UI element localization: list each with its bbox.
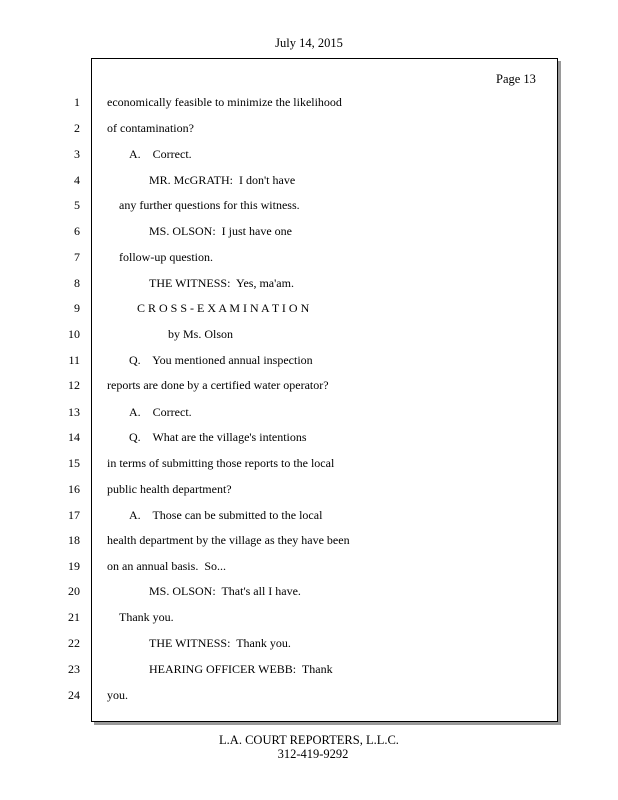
line-number: 7 <box>74 250 80 264</box>
footer-company: L.A. COURT REPORTERS, L.L.C. <box>219 733 399 747</box>
line-text: MS. OLSON: I just have one <box>149 224 292 238</box>
line-number: 13 <box>68 405 80 419</box>
line-text: economically feasible to minimize the likelihood <box>107 95 342 109</box>
line-number: 14 <box>68 430 80 444</box>
line-number: 15 <box>68 456 80 470</box>
line-text: reports are done by a certified water operator? <box>107 378 329 392</box>
line-number: 2 <box>74 121 80 135</box>
line-number: 16 <box>68 482 80 496</box>
line-number: 10 <box>68 327 80 341</box>
line-number: 21 <box>68 610 80 624</box>
line-number: 19 <box>68 559 80 573</box>
line-number: 18 <box>68 533 80 547</box>
line-text: public health department? <box>107 482 232 496</box>
page-number: Page 13 <box>496 72 536 86</box>
line-text: THE WITNESS: Yes, ma'am. <box>149 276 294 290</box>
header-date: July 14, 2015 <box>275 36 343 50</box>
line-text: by Ms. Olson <box>168 327 234 341</box>
line-text: THE WITNESS: Thank you. <box>149 636 291 650</box>
line-number: 22 <box>68 636 80 650</box>
line-number: 4 <box>74 173 80 187</box>
line-text: Q. You mentioned annual inspection <box>129 353 313 367</box>
line-text: follow-up question. <box>119 250 213 264</box>
line-text: Thank you. <box>119 610 174 624</box>
line-text: health department by the village as they have been <box>107 533 350 547</box>
line-number: 12 <box>68 378 80 392</box>
line-number: 23 <box>68 662 80 676</box>
line-text: in terms of submitting those reports to the local <box>107 456 335 470</box>
line-text: MR. McGRATH: I don't have <box>149 173 296 187</box>
line-number: 24 <box>68 688 80 702</box>
footer <box>0 733 618 761</box>
section-heading: C R O S S - E X A M I N A T I O N <box>137 301 310 315</box>
line-number: 3 <box>74 147 80 161</box>
line-text: Q. What are the village's intentions <box>129 430 307 444</box>
line-text: A. Those can be submitted to the local <box>129 508 323 522</box>
line-number: 5 <box>74 198 80 212</box>
line-number: 11 <box>68 353 80 367</box>
line-text: A. Correct. <box>129 405 192 419</box>
line-text: you. <box>107 688 128 702</box>
line-number: 8 <box>74 276 80 290</box>
line-text: HEARING OFFICER WEBB: Thank <box>149 662 333 676</box>
line-number: 20 <box>68 584 80 598</box>
line-number: 9 <box>74 301 80 315</box>
line-text: of contamination? <box>107 121 194 135</box>
line-text: MS. OLSON: That's all I have. <box>149 584 301 598</box>
footer-phone: 312-419-9292 <box>277 747 349 761</box>
line-text: A. Correct. <box>129 147 192 161</box>
line-number: 1 <box>74 95 80 109</box>
line-number: 17 <box>68 508 80 522</box>
line-number: 6 <box>74 224 80 238</box>
line-text: on an annual basis. So... <box>107 559 226 573</box>
line-text: any further questions for this witness. <box>119 198 300 212</box>
